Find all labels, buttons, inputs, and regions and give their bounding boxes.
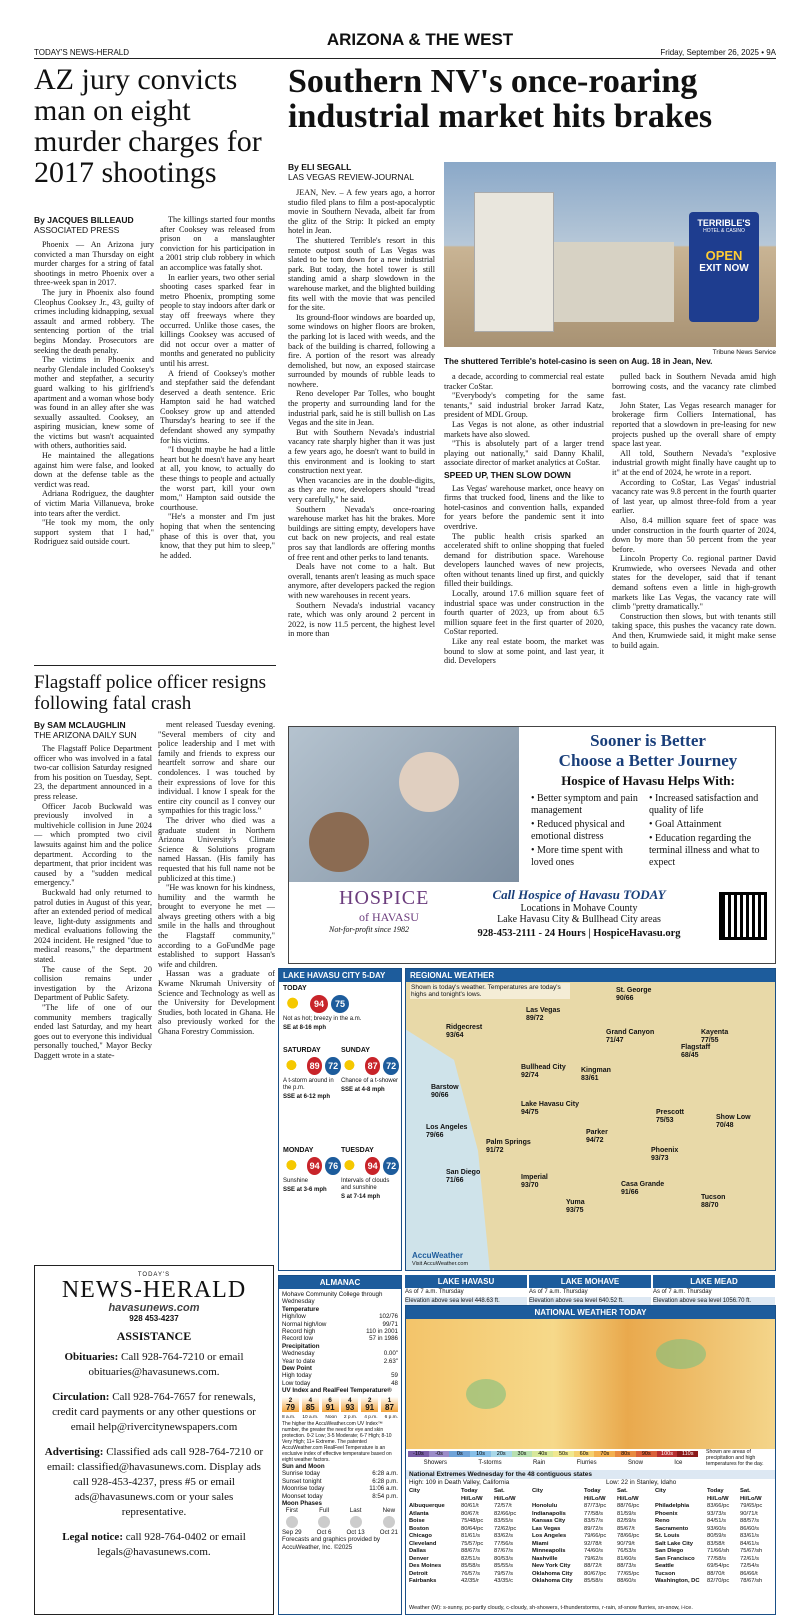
almanac-row: Wednesday 0.00" (282, 1350, 398, 1358)
table-row: New York City 88/72/t 88/73/s (532, 1563, 637, 1569)
moon-icon (286, 1516, 298, 1528)
paragraph: The killings started four months after Cooksey was released from prison on a manslaughter conviction for his participation in a 2001 strip club robbery in which an accomplice was fatally shot. (160, 215, 275, 272)
table-row: Dallas 88/67/s 87/67/s (409, 1548, 514, 1554)
table-row: Miami 92/78/t 90/79/t (532, 1540, 635, 1547)
headline: Southern NV's once-roaring industrial market hits brakes (288, 63, 713, 135)
uv-bar: 4 93 (341, 1397, 358, 1412)
paragraph: "The life of one of our community members tragically ended last Saturday, and my heart goes out to everyone this individual personally touched," Mayor Becky Daggett wrote in a state- (34, 1003, 152, 1060)
almanac-row: Moonset today 8:54 p.m. (282, 1492, 398, 1500)
ad-list-item: • Increased satisfaction and quality of life (649, 793, 759, 816)
logo-today: TODAY'S (137, 1272, 171, 1278)
almanac (278, 1275, 402, 1615)
regional-weather-map (405, 968, 776, 1271)
moon-icon (350, 1516, 362, 1528)
table-row: San Diego 71/66/sh 75/67/sh (655, 1548, 763, 1554)
legend-label: Snow (627, 1460, 643, 1466)
day-name: TUESDAY (341, 1147, 374, 1154)
table-row: Philadelphia 83/66/pc 79/65/pc (655, 1503, 763, 1509)
forecast-title: LAKE HAVASU CITY 5-DAY (279, 969, 401, 982)
uv-bar: 6 91 (322, 1397, 339, 1412)
hotel-tower (474, 192, 554, 332)
story-column (34, 240, 154, 660)
headline: AZ jury convicts man on eight murder charges for 2017 shootings (34, 63, 262, 189)
forecast-day (341, 1147, 399, 1201)
paragraph: Southern Nevada's once-roaring warehouse market has hit the brakes. More buildings are sitting empty, developers have cut back on new projects, and real estate pros say that landlords are offering months of free rent and other perks to land tenants. (288, 504, 435, 562)
paragraph: Las Vegas' warehouse market, once heavy on firms that trucked food, linens and the like to hotel-casinos and convention halls, expanded for years before the pandemic sent it into overdrive. (444, 483, 604, 531)
day-desc: Not as hot; breezy in the a.m. (283, 1016, 362, 1022)
almanac-heading: Temperature (282, 1305, 320, 1313)
almanac-row: Record low 57 in 1986 (282, 1335, 398, 1343)
site-link[interactable]: havasunews.com (108, 1302, 200, 1314)
legend-swatch: 110s (677, 1451, 698, 1457)
story-industrial-market (288, 64, 778, 134)
city-forecast: Imperial 93/70 (521, 1174, 548, 1189)
paragraph: Construction then slows, but with tenants still taking space, this pushes the vacancy rate down. And then, Krumwiede said, it might make sense to build again. (612, 611, 776, 650)
sun-cloud-icon (283, 995, 307, 1013)
day-name: MONDAY (283, 1147, 314, 1154)
uv-note: The higher the AccuWeather.com UV Index™ number, the greater the need for eye and skin protection. 0-2 Low; 3-5 Moderate; 6-7 High; 8-10 Very High; 11+ Extreme. The patented AccuWeather.com RealFeel Temperature is an exclusive index of effective temperature based on eight weather factors. (282, 1420, 392, 1463)
table-row: Atlanta 80/67/t 82/66/pc (409, 1510, 517, 1517)
story-az-jury (34, 64, 274, 188)
legend-label: Showers (423, 1460, 447, 1466)
byline-name: By ELI SEGALL (288, 162, 352, 172)
city-forecast: Bullhead City 92/74 (521, 1064, 566, 1079)
table-row: Reno 84/51/s 88/57/s (655, 1518, 760, 1524)
ad-photo (289, 727, 519, 882)
paragraph: The jury in Phoenix also found Cleophus Cooksey Jr., 43, guilty of crimes including kidnapping, sexual assault and armed robbery. The sentencing portion of the trial begins Monday. Prosecutors are seeking the death penalty. (34, 287, 154, 355)
day-wind: SSE at 3-6 mph (283, 1187, 327, 1193)
sun-cloud-icon (341, 1057, 362, 1075)
photo-caption: The shuttered Terrible's hotel-casino is seen on Aug. 18 in Jean, Nev. (444, 357, 713, 366)
moon-phase: Last Oct 13 (346, 1507, 365, 1536)
city-table: City Today Hi/Lo/W Sat. Hi/Lo/W Honolulu 87/73/pc 88/76/pc Indianapolis 77/58/s 81/59/s Kansas City 83/57/s 82/59/s Las Vegas 89/72/s 85/67/t Los Angeles 79/66/pc 78/66/pc Miami 92/78/t 90/79/t Minneapolis 74/60/s 76/53/s Nashville 79/62/s 81/60/s New York City 88/72/t 88/73/s Oklahoma City 80/67/pc 77/65/pc Oklahoma City 85/58/s 88/60/s (532, 1488, 652, 1586)
city-forecast: Flagstaff 68/45 (681, 1044, 711, 1059)
table-row: Las Vegas 89/72/s 85/67/t (532, 1525, 635, 1532)
ad-phone[interactable]: 928-453-2111 - 24 Hours | HospiceHavasu.org (477, 928, 681, 939)
high-temp: 94 (307, 1157, 323, 1175)
table-row: Des Moines 85/58/s 85/55/s (409, 1563, 514, 1569)
ad-list-item: • Education regarding the terminal illness and what to expect (649, 833, 760, 868)
moon-icon (383, 1516, 395, 1528)
low-temp: 72 (383, 1157, 399, 1175)
day-wind: SSE at 6-12 mph (283, 1094, 331, 1100)
city-forecast: Show Low 70/48 (716, 1114, 751, 1129)
extreme-low: Low: 22 in Stanley, Idaho (606, 1479, 677, 1486)
forecast-day (283, 1047, 341, 1101)
paragraph: Reno developer Par Tolles, who bought the property and surrounding land for the industrial park, said he is still bullish on Las Vegas and the site in Jean. (288, 389, 435, 428)
story-flagstaff (34, 672, 274, 714)
paragraph: Locally, around 17.6 million square feet of industrial space was under construction in the fourth quarter of 2023, up from about 6.5 million square feet in the first quarter of 2020, CoStar reported. (444, 589, 604, 637)
story-column (288, 188, 435, 718)
city-forecast: Tucson 88/70 (701, 1194, 726, 1209)
almanac-row: Sunset tonight 6:28 p.m. (282, 1477, 398, 1485)
paragraph: "He was known for his kindness, humility and the warmth he brought to everyone he met — always greeting others with a big smile in the halls and throughout the Flagstaff community," according to a GoFundMe page established to support Hassan's wife and children. (158, 883, 275, 969)
extreme-high: High: 109 in Death Valley, California (409, 1479, 510, 1486)
legend-swatch: 0s (449, 1451, 470, 1457)
moon-icon (318, 1516, 330, 1528)
legend-swatch: 10s (470, 1451, 491, 1457)
table-row: Chicago 81/61/s 83/62/s (409, 1533, 514, 1539)
legend-swatch: 70s (594, 1451, 615, 1457)
table-row: Phoenix 93/73/s 90/71/t (655, 1510, 758, 1517)
header-rule (34, 58, 776, 59)
day-desc: Intervals of clouds and sunshine (341, 1178, 390, 1191)
news-herald-logo (43, 1272, 265, 1323)
section-rule (34, 665, 276, 666)
legend-swatch: -0s (429, 1451, 450, 1457)
assistance-item: Circulation: Call 928-764-7657 for renewals, credit card payments or any other questions or email help@rivercitynewspapers.com (52, 1391, 256, 1433)
city-forecast: Palm Springs 91/72 (486, 1139, 531, 1154)
regional-title: REGIONAL WEATHER (406, 969, 775, 982)
ad-headline: Sooner is Better (590, 731, 706, 750)
assistance-title: ASSISTANCE (116, 1329, 192, 1343)
table-row: San Francisco 77/58/s 72/61/s (655, 1555, 760, 1562)
day-name: SATURDAY (283, 1047, 321, 1054)
uv-bar: 2 91 (361, 1397, 378, 1412)
city-forecast: Prescott 75/53 (656, 1109, 685, 1124)
table-row: Seattle 69/54/pc 72/54/s (655, 1563, 760, 1569)
almanac-heading: Precipitation (282, 1342, 320, 1350)
legend-swatch: 60s (574, 1451, 595, 1457)
resort-photo (444, 162, 776, 347)
logo-name: NEWS-HERALD (61, 1277, 247, 1303)
uv-bar: 1 87 (381, 1397, 398, 1412)
qr-code-icon[interactable] (719, 892, 767, 940)
almanac-row: High/low 102/76 (282, 1313, 398, 1321)
logo-phone: 928 453-4237 (129, 1314, 179, 1323)
forecast-day (283, 985, 399, 1032)
byline-name: By JACQUES BILLEAUD (34, 215, 134, 225)
paragraph: Officer Jacob Buckwald was previously involved in a multivehicle collision in June 2024 — which prompted two civil lawsuits against him and the police department. According to the department, that prior incident was caused by a "sudden medical emergency." (34, 801, 152, 888)
ad-headline: Choose a Better Journey (558, 751, 738, 770)
paragraph: He maintained the allegations against him were false, and looked down at the defense table as the verdict was read. (34, 451, 154, 489)
paragraph: A friend of Cooksey's mother and stepfather said the defendant deserved a death sentence. Eric Hampton said he had watched Cooksey grow up and attended Thursday's hearing to see if the defendant showed any sympathy for his victims. (160, 368, 275, 445)
paragraph: All told, Southern Nevada's "explosive industrial growth might finally have caught up to it" at the end of 2024, he wrote in a report. (612, 448, 776, 477)
regional-note: Shown is today's weather. Temperatures are today's highs and tonight's lows. (410, 983, 570, 999)
logo-tagline: Not-for-profit since 1982 (329, 925, 409, 934)
hotel-wing (554, 242, 674, 322)
subhead: SPEED UP, THEN SLOW DOWN (444, 469, 571, 480)
sign-text: HOTEL & CASINO (703, 228, 745, 234)
high-temp: 87 (365, 1057, 381, 1075)
paragraph: The public health crisis sparked an accelerated shift to online shopping that fueled demand for distribution space. Warehouse developers launched waves of new projects, often without tenants lined up first, and quickly filled their buildings. (444, 531, 604, 589)
almanac-text: Mohave Community College through Wednesday (282, 1291, 383, 1306)
table-row: Honolulu 87/73/pc 88/76/pc (532, 1503, 640, 1509)
high-temp: 94 (310, 995, 328, 1013)
paragraph: "This is absolutely part of a larger trend playing out nationally," said Danny Khalil, associate director of market analytics at CoStar. (444, 439, 604, 468)
low-temp: 76 (325, 1157, 341, 1175)
five-day-forecast (278, 968, 402, 1271)
precip-area (656, 1339, 706, 1369)
paragraph: The shuttered Terrible's resort in this remote outpost south of Las Vegas was slated to be torn down for a new industrial park. But today, the hotel tower is still standing amid a sharp slowdown in the warehouse market, and the blighted building fits well with the movie that was penciled for the site. (288, 235, 435, 313)
paragraph: pulled back in Southern Nevada amid high borrowing costs, and the vacancy rate climbed fast. (612, 372, 776, 401)
national-weather (405, 1305, 776, 1615)
ad-list-item: • More time spent with loved ones (531, 845, 623, 868)
city-forecast: Ridgecrest 93/64 (446, 1024, 483, 1039)
paragraph: Buckwald had only returned to patrol duties in August of this year, after an extended period of medical leave, light-duty assignments and medical evaluations following the 2024 incident. He resigned "due to medical reasons," the department stated. (34, 887, 152, 965)
sun-cloud-icon (283, 1057, 304, 1075)
moon-phase: First Sep 29 (282, 1507, 302, 1536)
ad-list-item: • Reduced physical and emotional distress (531, 819, 625, 842)
ad-call: Call Hospice of Havasu TODAY (492, 887, 666, 902)
extremes-title: National Extremes Wednesday for the 48 contiguous states (406, 1470, 775, 1479)
byline-org: THE ARIZONA DAILY SUN (34, 730, 137, 740)
table-row: St. Louis 80/59/s 83/61/s (655, 1533, 760, 1539)
day-wind: SSE at 4-8 mph (341, 1087, 385, 1093)
paragraph: Adriana Rodriguez, the daughter of victim Maria Villanueva, broke into tears after the verdict. (34, 489, 154, 518)
paragraph: ment released Tuesday evening. "Several members of city and police leadership and I met with family and friends to express our heartfelt sorrow and share our condolences. I was touched by their expressions of love for this individual. I know I speak for the entire city council as I convey our sympathies for this tragic loss." (158, 720, 275, 816)
table-row: Sacramento 93/60/s 86/60/s (655, 1525, 760, 1532)
city-forecast: Las Vegas 89/72 (526, 1007, 561, 1022)
story-column (34, 744, 152, 1104)
section-title: ARIZONA & THE WEST (326, 30, 514, 49)
table-row: Indianapolis 77/58/s 81/59/s (532, 1510, 637, 1517)
ad-subhead: Hospice of Havasu Helps With: (561, 773, 735, 788)
table-row: Cleveland 75/57/pc 77/56/s (409, 1540, 514, 1547)
forecast-day (341, 1047, 399, 1094)
sun-cloud-icon (341, 1157, 362, 1175)
table-row: Nashville 79/62/s 81/60/s (532, 1555, 637, 1562)
assistance-item: Legal notice: call 928-764-0402 or email legals@havasunews.com. (62, 1531, 246, 1558)
moon-phases (282, 1507, 398, 1536)
assistance-item: Obituaries: Call 928-764-7210 or email obituaries@havasunews.com. (64, 1351, 244, 1378)
paragraph: Its ground-floor windows are boarded up, some windows on higher floors are broken, the parking lot is laced with weeds, and the back of the building is charred, following a fire. A portion of the resort was already demolished, but now, an exposed staircase surrounded by mounds of rubble leads to nowhere. (288, 312, 435, 389)
paragraph: Phoenix — An Arizona jury convicted a man Thursday on eight murder charges for a string of fatal shootings in metro Phoenix over a three-week span in 2017. (34, 240, 154, 288)
logo-text: HOSPICE (339, 887, 430, 909)
legend-swatch: 100s (657, 1451, 678, 1457)
table-row: Oklahoma City 80/67/pc 77/65/pc (532, 1570, 640, 1577)
city-forecast: Grand Canyon 71/47 (606, 1029, 655, 1044)
table-row: Detroit 76/57/s 79/57/s (409, 1570, 514, 1577)
sign-text: TERRIBLE'S (697, 218, 751, 228)
legend-note: Shown are areas of precipitation and high temperatures for the day. (706, 1449, 764, 1467)
legend-label: Ice (674, 1460, 683, 1466)
byline (34, 720, 154, 740)
paragraph: The cause of the Sept. 20 collision remains under investigation by the Arizona Department of Public Safety. (34, 964, 152, 1003)
day-desc: A t-storm around in the p.m. (283, 1078, 334, 1091)
almanac-row: Record high 110 in 2001 (282, 1328, 398, 1336)
ad-location: Lake Havasu City & Bullhead City areas (497, 914, 661, 925)
assistance-item: Advertising: Classified ads call 928-764-7210 or email: classified@havasunews.com. Display ads call 928-453-4237, press #5 or email ads@havasunews.com or your sales representative. (44, 1446, 264, 1518)
table-row: Salt Lake City 83/58/t 84/61/s (655, 1540, 760, 1547)
high-temp: 94 (365, 1157, 381, 1175)
byline (34, 215, 154, 235)
low-temp: 72 (325, 1057, 341, 1075)
paragraph: a decade, according to commercial real estate tracker CoStar. (444, 372, 604, 391)
logo-text: of HAVASU (359, 910, 419, 924)
high-temp: 89 (307, 1057, 323, 1075)
paragraph: John Stater, Las Vegas research manager for brokerage firm Colliers International, has reported that a slowdown in pre-leasing for new projects pushed up the overall share of empty space last year. (612, 400, 776, 449)
lake-level: LAKE MEAD As of 7 a.m. Thursday Elevation above sea level 1056.70 ft. (653, 1275, 775, 1306)
almanac-heading: Dew Point (282, 1365, 312, 1373)
almanac-title: ALMANAC (279, 1276, 401, 1289)
issue-date: Friday, September 26, 2025 • 9A (660, 48, 776, 57)
table-row: Denver 82/51/s 80/53/s (409, 1555, 514, 1562)
hospice-logo (299, 887, 479, 934)
paragraph: Southern Nevada's industrial vacancy rate, which was only around 2 percent in 2022, is now 11.5 percent, the highest level in more than (288, 600, 435, 639)
legend-swatch: 40s (532, 1451, 553, 1457)
uv-row (282, 1397, 398, 1412)
uv-bar: 2 79 (282, 1397, 299, 1412)
city-forecast: St. George 90/66 (616, 987, 652, 1002)
table-row: Fairbanks 42/35/r 43/35/c (409, 1578, 514, 1584)
legend-label: Flurries (576, 1460, 597, 1466)
ocean-area (406, 969, 526, 1271)
paragraph: Deals have not come to a halt. But overall, tenants aren't leasing as much space anymore, after developers packed the region with new warehouses in recent years. (288, 562, 435, 600)
paragraph: "Everybody's competing for the same tenants," said industrial broker Jarrad Katz, president of MDL Group. (444, 391, 604, 420)
legend-swatch: 90s (636, 1451, 657, 1457)
low-temp: 72 (383, 1057, 399, 1075)
city-forecast: Los Angeles 79/66 (426, 1124, 468, 1139)
almanac-heading: Moon Phases (282, 1499, 322, 1507)
table-row: Boise 75/48/pc 83/55/s (409, 1518, 514, 1524)
ad-list-item: • Goal Attainment (649, 819, 722, 830)
section-paper-name: TODAY'S NEWS-HERALD (34, 48, 130, 57)
accuweather-logo: AccuWeather (412, 1251, 463, 1260)
paragraph: "He's a monster and I'm just hoping that when the sentencing phase of this is over that, you know, that they put him to sleep," he added. (160, 512, 275, 560)
us-temperature-map (406, 1319, 775, 1449)
table-row: Boston 80/64/pc 72/62/pc (409, 1525, 517, 1532)
table-row: Minneapolis 74/60/s 76/53/s (532, 1548, 637, 1554)
day-desc: Sunshine (283, 1178, 309, 1184)
almanac-row: Year to date 2.63" (282, 1357, 398, 1365)
ad-location: Locations in Mohave County (520, 903, 638, 914)
day-desc: Chance of a t-shower (341, 1078, 399, 1084)
day-wind: S at 7-14 mph (341, 1194, 381, 1200)
precip-area (466, 1379, 506, 1409)
hospice-ad[interactable] (288, 726, 776, 964)
paragraph: In earlier years, two other serial shooting cases sparked fear in metro Phoenix, prompting some people to stay indoors after dark or stay off freeways where they occurred. Unlike those cases, the killings Cooksey was accused of did not occur over a matter of months and generated no publicity until his arrest. (160, 272, 275, 368)
city-table: City Today Hi/Lo/W Sat. Hi/Lo/W Philadelphia 83/66/pc 79/65/pc Phoenix 93/73/s 90/71/t Reno 84/51/s 88/57/s Sacramento 93/60/s 86/60/s St. Louis 80/59/s 83/61/s Salt Lake City 83/58/t 84/61/s San Diego 71/66/sh 75/67/sh San Francisco 77/58/s 72/61/s Seattle 69/54/pc 72/54/s Tucson 88/70/t 86/66/t Washington, DC 82/70/pc 78/67/sh (655, 1488, 775, 1586)
ad-list (649, 793, 773, 871)
table-row: Oklahoma City 85/58/s 88/60/s (532, 1578, 637, 1584)
paragraph: Also, 8.4 million square feet of space was under construction in the fourth quarter of 2024, down by more than 50 percent from the year before. (612, 515, 776, 554)
city-forecast: Yuma 93/75 (566, 1199, 585, 1214)
day-wind: SE at 8-16 mph (283, 1025, 327, 1031)
ad-list-item: • Better symptom and pain management (531, 793, 638, 816)
ad-contact (469, 887, 689, 939)
byline-org: LAS VEGAS REVIEW-JOURNAL (288, 172, 414, 182)
city-forecast: San Diego 71/66 (446, 1169, 481, 1184)
uv-times: 8 a.m. 10 a.m. Noon 2 p.m. 4 p.m. 6 p.m. (282, 1414, 398, 1420)
headline: Flagstaff police officer resigns following fatal crash (34, 672, 266, 714)
lake-level: LAKE HAVASU As of 7 a.m. Thursday Elevation above sea level 448.63 ft. (405, 1275, 527, 1306)
day-name: TODAY (283, 985, 307, 992)
person-figure (309, 812, 369, 872)
legend-swatch: 50s (553, 1451, 574, 1457)
almanac-text: Forecasts and graphics provided by AccuWeather, Inc. ©2025 (282, 1536, 381, 1551)
sign-text: OPEN (705, 248, 743, 263)
moon-phase: Full Oct 6 (316, 1507, 332, 1536)
story-column (160, 215, 275, 660)
accuweather-url: Visit AccuWeather.com (412, 1261, 469, 1267)
table-row: Washington, DC 82/70/pc 78/67/sh (655, 1578, 763, 1584)
paragraph: Lincoln Property Co. regional partner David Krumwiede, who oversees Nevada and other states for the developer, said that if tenant demand softens even a little in high-growth markets like Las Vegas, the vacancy rate will climb "pretty dramatically." (612, 554, 776, 612)
city-forecast: Phoenix 93/73 (651, 1147, 679, 1162)
paragraph: But with Southern Nevada's industrial vacancy rate sharply higher than it was just a few years ago, he doesn't want to build in this environment and is looking to start construction next year. (288, 427, 435, 476)
byline-org: ASSOCIATED PRESS (34, 225, 120, 235)
sun-cloud-icon (283, 1157, 304, 1175)
paragraph: Hassan was a graduate of Kwame Nkrumah University of Science and Technology as well as the University for Development Studies, both located in Ghana. He also previously worked for the Ghana Forestry Commission. (158, 969, 275, 1036)
byline (288, 162, 438, 182)
almanac-heading: Sun and Moon (282, 1462, 325, 1470)
day-name: SUNDAY (341, 1047, 370, 1054)
legend-swatch: -10s (408, 1451, 429, 1457)
story-column (158, 720, 275, 1104)
paragraph: "I thought maybe he had a little heart but he doesn't have any heart at all, you know, to actually do these things to people and actually the worst part, kill your own mom," Hampton said outside the courthouse. (160, 445, 275, 512)
almanac-row: High today 59 (282, 1372, 398, 1380)
city-forecast: Kayenta 77/55 (701, 1029, 729, 1044)
table-row: Los Angeles 79/66/pc 78/66/pc (532, 1533, 640, 1539)
legend-label: T-storms (478, 1460, 502, 1466)
precip-legend (408, 1460, 698, 1466)
paragraph: JEAN, Nev. – A few years ago, a horror studio filed plans to film a post-apocalyptic movie in Southern Nevada, albeit far from the glitz of the Strip: It picked an empty hotel in Jean. (288, 188, 435, 236)
weather-key: Weather (W): s-sunny, pc-partly cloudy, c-cloudy, sh-showers, t-thunderstorms, r-rain, sf-snow flurries, sn-snow, i-ice. (409, 1605, 693, 1611)
uv-bar: 4 85 (302, 1397, 319, 1412)
paragraph: The Flagstaff Police Department officer who was involved in a fatal two-car collision Saturday resigned from his position on Tuesday, Sept. 23, the department announced in a press release. (34, 744, 152, 801)
paragraph: When vacancies are in the double-digits, as they are now, developers should "tread very carefully," he said. (288, 475, 435, 504)
table-row: Kansas City 83/57/s 82/59/s (532, 1518, 637, 1524)
low-temp: 75 (331, 995, 349, 1013)
table-row: Tucson 88/70/t 86/66/t (655, 1570, 758, 1577)
almanac-row: Sunrise today 6:28 a.m. (282, 1470, 398, 1478)
city-forecast: Parker 94/72 (586, 1129, 608, 1144)
legend-swatch: 20s (491, 1451, 512, 1457)
almanac-row: Low today 48 (282, 1379, 398, 1387)
paragraph: The victims in Phoenix and nearby Glendale included Cooksey's mother and stepfather, a security guard walking to his girlfriend's apartment and a woman whose body was found in an alley after she was sexually assaulted. Cooksey, an aspiring musician, knew some of the victims but wasn't acquainted with others, authorities said. (34, 355, 154, 451)
city-forecast: Lake Havasu City 94/75 (521, 1101, 579, 1116)
forecast-day (283, 1147, 341, 1194)
casino-sign (689, 212, 759, 322)
paragraph: Like any real estate boom, the market was bound to slow at some point, and last year, it did. Developers (444, 637, 604, 666)
story-column (444, 372, 604, 718)
story-column (612, 372, 776, 718)
photo-credit: Tribune News Service (712, 349, 776, 356)
paragraph: Las Vegas is not alone, as other industrial markets have also slowed. (444, 419, 604, 439)
news-herald-assistance-box (34, 1265, 274, 1615)
temp-legend (408, 1451, 698, 1457)
almanac-row: Moonrise today 11:06 a.m. (282, 1485, 398, 1493)
city-forecast: Barstow 90/66 (431, 1084, 459, 1099)
city-forecast: Kingman 83/61 (581, 1067, 611, 1082)
legend-swatch: 80s (615, 1451, 636, 1457)
person-figure (399, 752, 459, 812)
ad-list (531, 793, 646, 871)
lake-level: LAKE MOHAVE As of 7 a.m. Thursday Elevation above sea level 640.52 ft. (529, 1275, 651, 1306)
legend-swatch: 30s (512, 1451, 533, 1457)
paragraph: "He took my mom, the only support system that I had," Rodriguez said outside court. (34, 518, 154, 547)
legend-label: Rain (532, 1460, 546, 1466)
paragraph: The driver who died was a graduate student in Northern Arizona University's Climate Science & Solutions program named Hassan. (His family has requested that his full name not be publicized at this time.) (158, 815, 275, 883)
almanac-row: Normal high/low 99/71 (282, 1320, 398, 1328)
moon-phase: New Oct 21 (379, 1507, 398, 1536)
table-row: Albuquerque 80/61/t 72/57/t (409, 1503, 512, 1509)
byline-name: By SAM MCLAUGHLIN (34, 720, 126, 730)
city-table: City Today Hi/Lo/W Sat. Hi/Lo/W Albuquerque 80/61/t 72/57/t Atlanta 80/67/t 82/66/pc Boise 75/48/pc 83/55/s Boston 80/64/pc 72/62/pc Chicago 81/61/s 83/62/s Cleveland 75/57/pc 77/56/s Dallas 88/67/s 87/67/s Denver 82/51/s 80/53/s Des Moines 85/58/s 85/55/s Detroit 76/57/s 79/57/s Fairbanks 42/35/r 43/35/c (409, 1488, 529, 1586)
almanac-heading: UV Index and RealFeel Temperature® (282, 1387, 392, 1395)
paragraph: According to CoStar, Las Vegas' industrial vacancy rate was 9.8 percent in the fourth quarter of last year, up almost three-fold from a year earlier. (612, 477, 776, 516)
national-title: NATIONAL WEATHER TODAY (406, 1306, 775, 1319)
city-forecast: Casa Grande 91/66 (621, 1181, 665, 1196)
sign-text: EXIT NOW (699, 263, 749, 274)
